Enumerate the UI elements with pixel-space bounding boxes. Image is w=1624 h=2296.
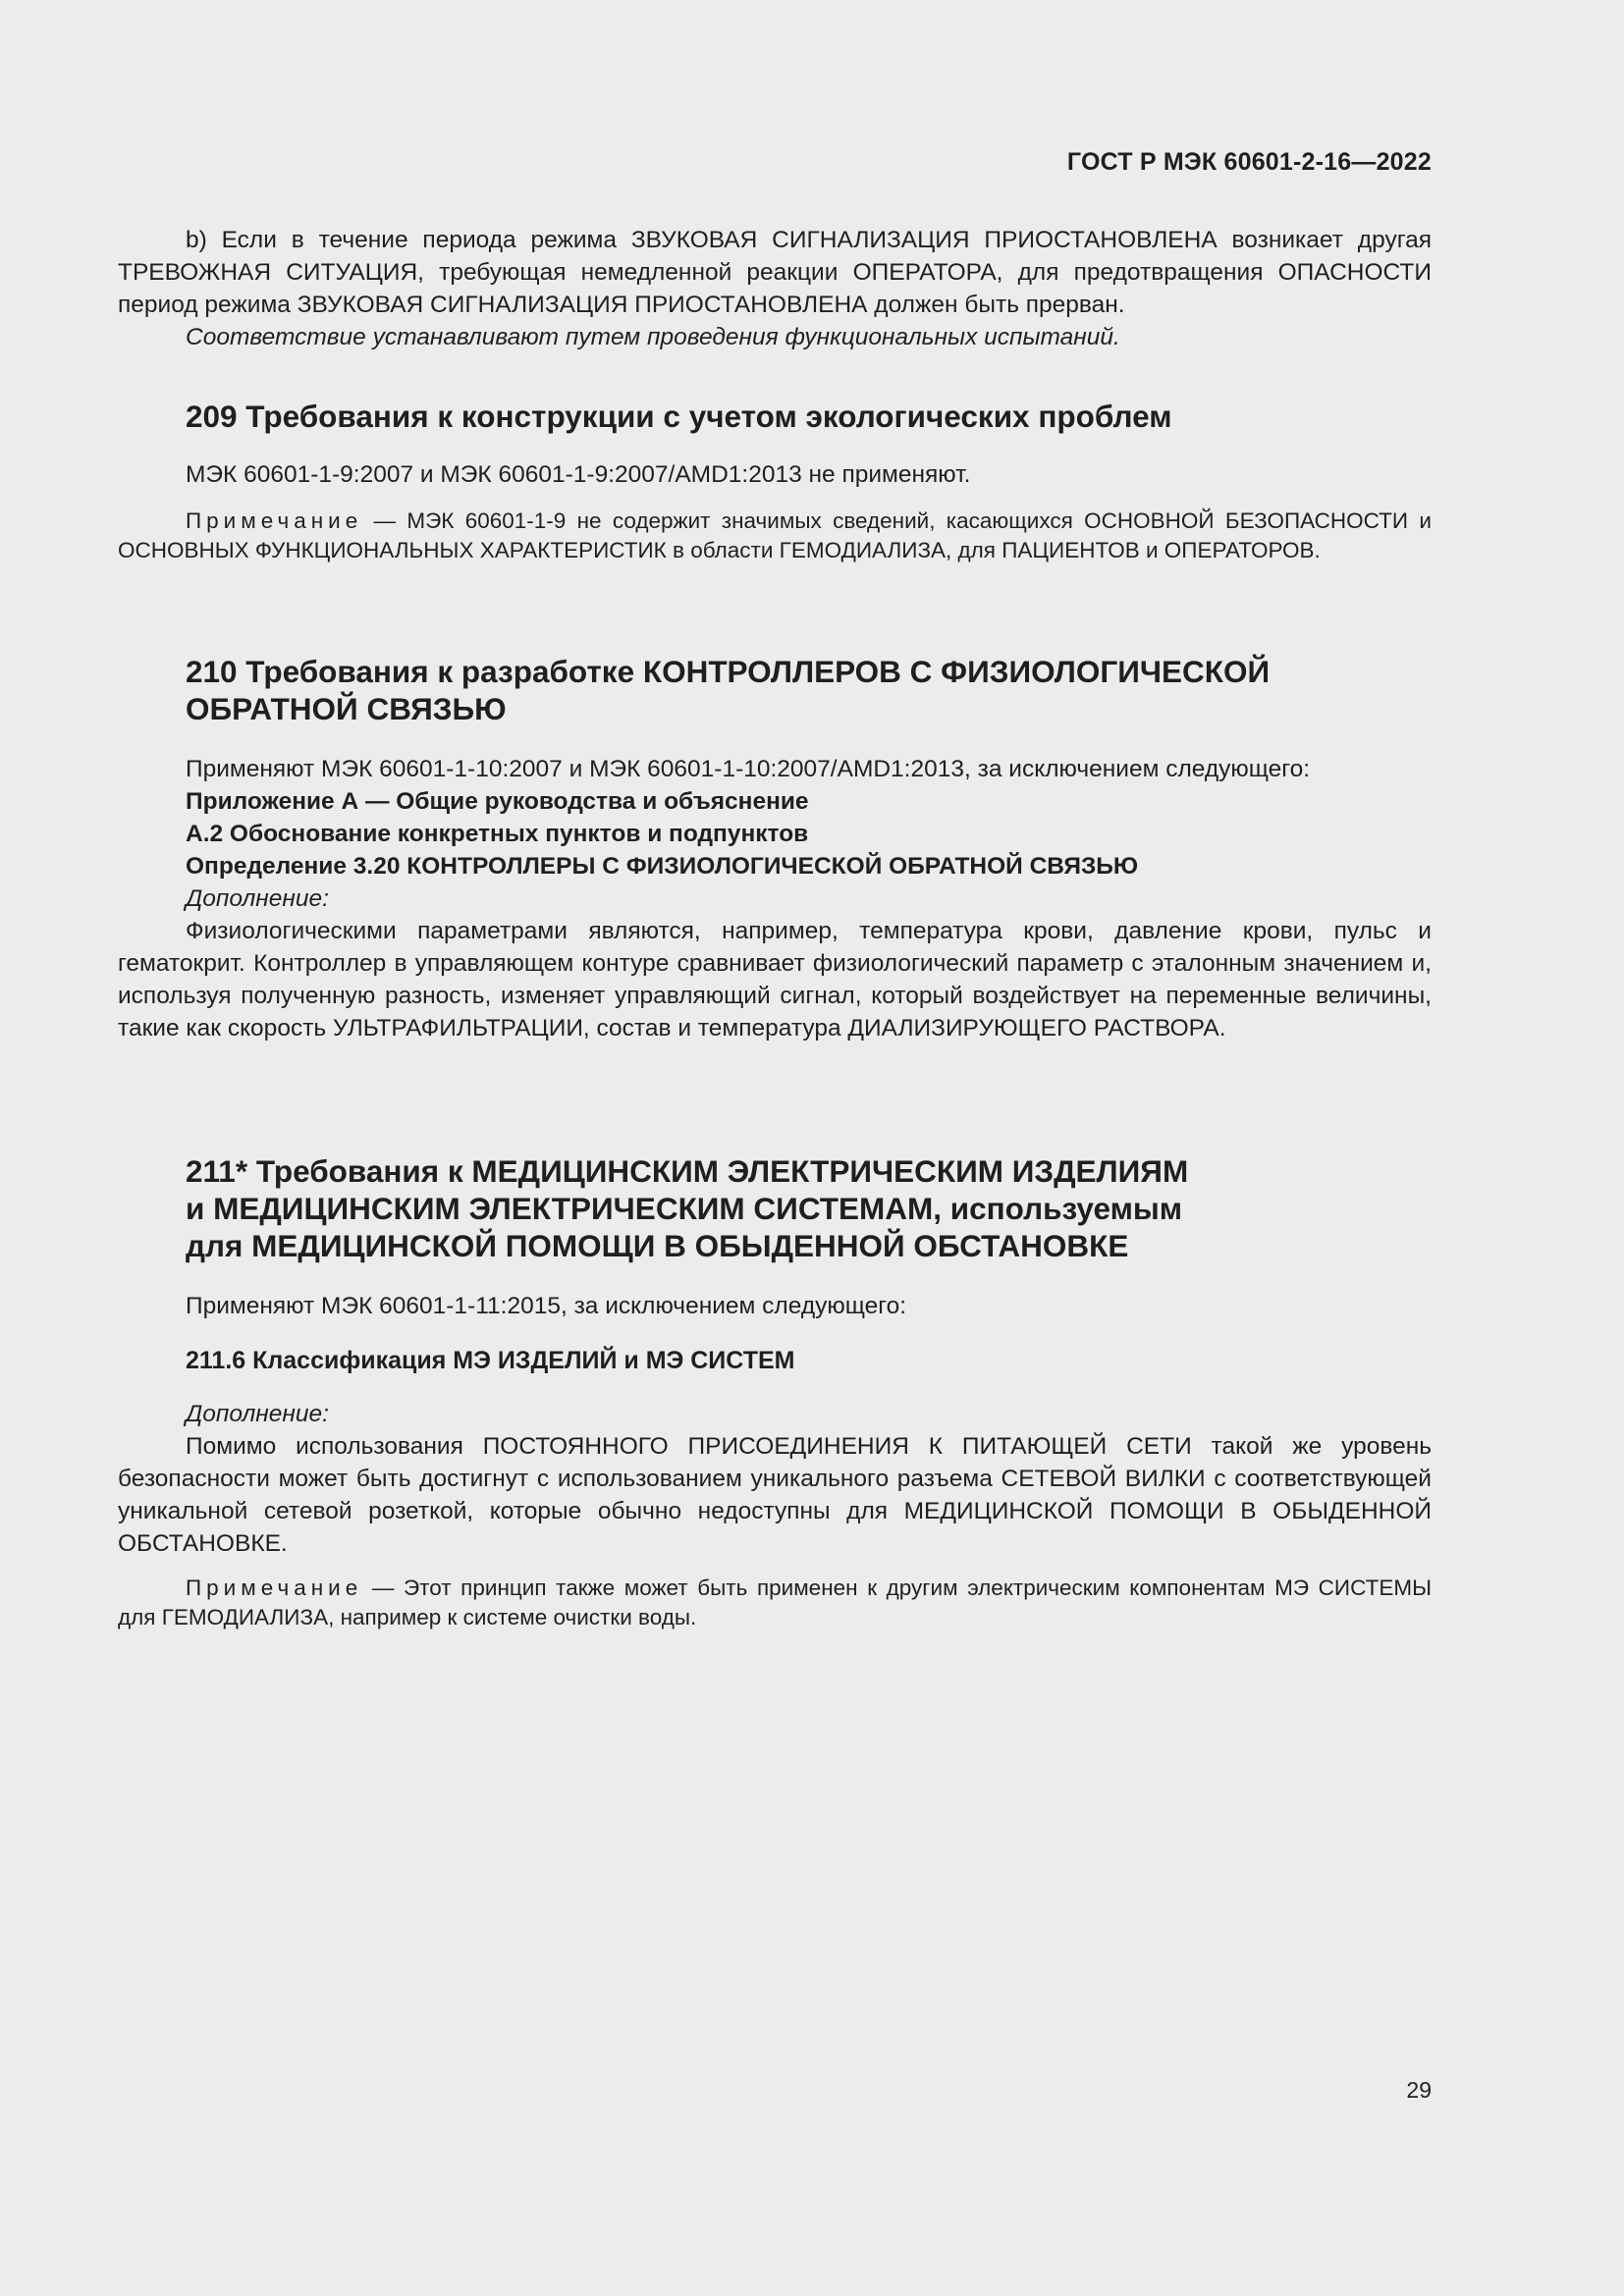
section-210-body (118, 753, 1432, 1044)
section-211 (118, 1152, 1432, 1264)
note-label: Примечание (186, 508, 363, 533)
section-211-body (118, 1290, 1432, 1322)
section-211-title-line3: для МЕДИЦИНСКОЙ ПОМОЩИ В ОБЫДЕННОЙ ОБСТАНОВКЕ (186, 1228, 1129, 1263)
section-209-note (118, 507, 1432, 565)
section-211-paragraph: Применяют МЭК 60601-1-11:2015, за исключением следующего: (186, 1293, 907, 1319)
definition-heading: Определение 3.20 КОНТРОЛЛЕРЫ С ФИЗИОЛОГИЧЕСКОЙ ОБРАТНОЙ СВЯЗЬЮ (186, 853, 1139, 880)
section-210 (118, 653, 1432, 727)
section-209 (118, 398, 1432, 435)
note-text: — Этот принцип также может быть применен к другим электрическим компонентам МЭ СИСТЕМЫ для ГЕМОДИАЛИЗА, например к системе очистки воды. (118, 1575, 1432, 1629)
addition-paragraph: Помимо использования ПОСТОЯННОГО ПРИСОЕДИНЕНИЯ К ПИТАЮЩЕЙ СЕТИ такой же уровень безопасности может быть достигнут с использованием уникального разъема СЕТЕВОЙ ВИЛКИ с соответствующей уникальной сетевой розеткой, которые обычно недоступны для МЕДИЦИНСКОЙ ПОМОЩИ В ОБЫДЕННОЙ ОБСТАНОВКЕ. (118, 1433, 1432, 1557)
item-b-paragraph: b) Если в течение периода режима ЗВУКОВАЯ СИГНАЛИЗАЦИЯ ПРИОСТАНОВЛЕНА возникает другая ТРЕВОЖНАЯ СИТУАЦИЯ, требующая немедленной реакции ОПЕРАТОРА, для предотвращения ОПАСНОСТИ период режима ЗВУКОВАЯ СИГНАЛИЗАЦИЯ ПРИОСТАНОВЛЕНА должен быть прерван. (118, 227, 1432, 318)
compliance-statement: Соответствие устанавливают путем проведения функциональных испытаний. (186, 324, 1120, 350)
section-210-paragraph: Применяют МЭК 60601-1-10:2007 и МЭК 60601-1-10:2007/AMD1:2013, за исключением следующего: (186, 756, 1311, 782)
note-text: — МЭК 60601-1-9 не содержит значимых сведений, касающихся ОСНОВНОЙ БЕЗОПАСНОСТИ и ОСНОВНЫХ ФУНКЦИОНАЛЬНЫХ ХАРАКТЕРИСТИК в области ГЕМОДИАЛИЗА, для ПАЦИЕНТОВ и ОПЕРАТОРОВ. (118, 508, 1432, 562)
section-209-body (118, 458, 1432, 491)
document-code-header: ГОСТ Р МЭК 60601-2-16—2022 (1066, 148, 1432, 176)
annex-heading: Приложение А — Общие руководства и объяснение (186, 788, 809, 815)
subsection-211-6-title: 211.6 Классификация МЭ ИЗДЕЛИЙ и МЭ СИСТЕМ (186, 1347, 795, 1374)
addition-label: Дополнение: (186, 885, 329, 912)
section-209-paragraph: МЭК 60601-1-9:2007 и МЭК 60601-1-9:2007/AMD1:2013 не применяют. (186, 461, 971, 488)
section-211-note (118, 1574, 1432, 1632)
addition-label: Дополнение: (186, 1401, 329, 1427)
addition-paragraph: Физиологическими параметрами являются, например, температура крови, давление крови, пульс и гематокрит. Контроллер в управляющем контуре сравнивает физиологический параметр с эталонным значением и, используя полученную разность, изменяет управляющий сигнал, который воздействует на переменные величины, такие как скорость УЛЬТРАФИЛЬТРАЦИИ, состав и температура ДИАЛИЗИРУЮЩЕГО РАСТВОРА. (118, 918, 1432, 1041)
subsection-211-6 (118, 1345, 1432, 1377)
section-210-title-line1: 210 Требования к разработке КОНТРОЛЛЕРОВ С ФИЗИОЛОГИЧЕСКОЙ (186, 654, 1271, 689)
page-number: 29 (1406, 2077, 1432, 2103)
item-b-block (118, 224, 1432, 353)
section-209-title: 209 Требования к конструкции с учетом экологических проблем (186, 399, 1172, 434)
note-label: Примечание (186, 1575, 363, 1600)
section-210-title-line2: ОБРАТНОЙ СВЯЗЬЮ (186, 691, 507, 726)
subclause-heading: А.2 Обоснование конкретных пунктов и подпунктов (186, 821, 809, 847)
section-211-title-line2: и МЕДИЦИНСКИМ ЭЛЕКТРИЧЕСКИМ СИСТЕМАМ, используемым (186, 1191, 1183, 1226)
section-211-addition (118, 1398, 1432, 1560)
section-211-title-line1: 211* Требования к МЕДИЦИНСКИМ ЭЛЕКТРИЧЕСКИМ ИЗДЕЛИЯМ (186, 1153, 1189, 1189)
